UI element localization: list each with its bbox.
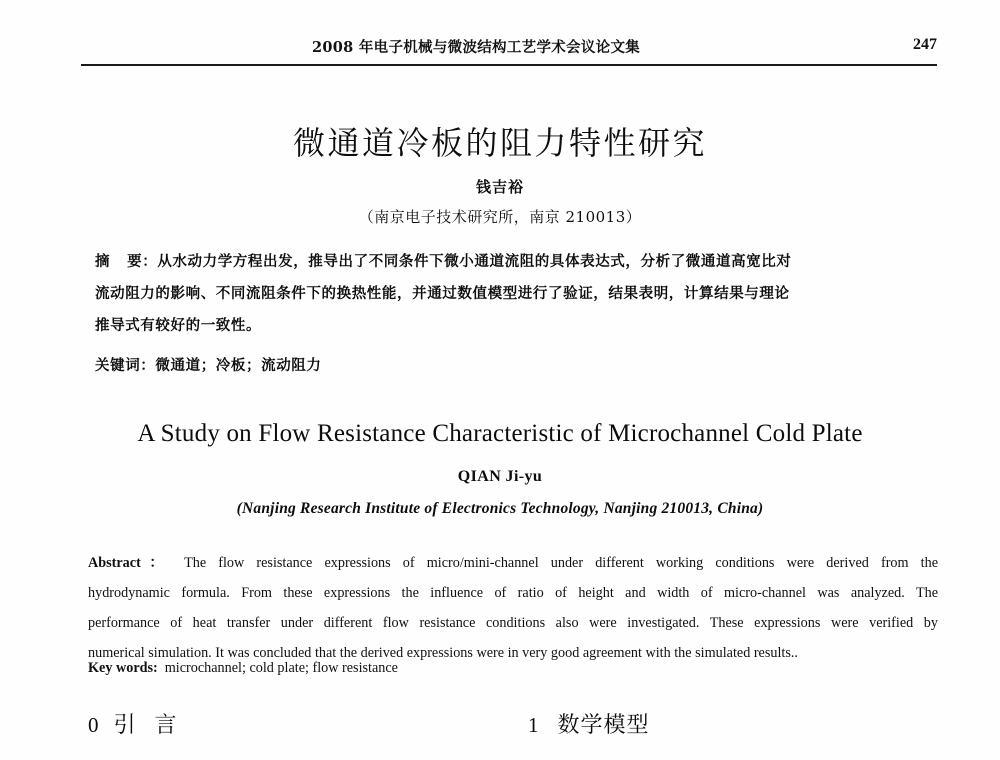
english-keywords-label: Key words: (88, 660, 158, 676)
english-keywords-line (88, 660, 398, 677)
english-affiliation: (Nanjing Research Institute of Electronics Technology, Nanjing 210013, China) (236, 500, 764, 517)
english-keywords-text: microchannel; cold plate; flow resistance (164, 660, 398, 676)
page-number: 247 (913, 36, 937, 53)
chinese-keywords-line (95, 354, 322, 375)
section-number-1: 1 (528, 713, 540, 737)
chinese-affiliation: （南京电子技术研究所，南京 210013） (358, 208, 642, 226)
english-abstract-line-2: hydrodynamic formula. From these expressions the influence of ratio of height and width of micro-channel was analyzed. The (88, 585, 938, 601)
chinese-keywords-text: 微通道；冷板；流动阻力 (155, 357, 322, 374)
section-heading-math-model (528, 708, 650, 739)
english-abstract-text-1: The flow resistance expressions of micro/mini-channel under different working conditions were derived from the (184, 555, 939, 571)
running-header (81, 36, 937, 62)
english-abstract-label: Abstract： (88, 555, 173, 571)
header-divider-rule (81, 64, 937, 66)
section-title-intro-char-1: 引 (113, 713, 137, 738)
english-author-name: QIAN Ji-yu (457, 468, 543, 485)
chinese-abstract-block (95, 246, 940, 342)
chinese-paper-title: 微通道冷板的阻力特性研究 (292, 124, 707, 162)
chinese-abstract-text-1: 从水动力学方程出发，推导出了不同条件下微小通道流阻的具体表达式，分析了微通道高宽比对 (157, 253, 792, 270)
english-abstract-line-4: numerical simulation. It was concluded that the derived expressions were in very good agreement with the simulated results.. (88, 645, 798, 661)
section-heading-introduction (88, 708, 178, 739)
english-abstract-line-1 (88, 548, 938, 578)
section-title-math-model: 数学模型 (557, 713, 650, 738)
english-paper-title: A Study on Flow Resistance Characteristic of Microchannel Cold Plate (137, 420, 863, 447)
chinese-abstract-line-3: 推导式有较好的一致性。 (95, 317, 262, 334)
header-proceedings-title: 2008 年电子机械与微波结构工艺学术会议论文集 (311, 39, 641, 56)
chinese-abstract-label-2: 要： (127, 253, 158, 270)
chinese-abstract-label: 摘 (95, 253, 111, 270)
chinese-abstract-line-2: 流动阻力的影响、不同流阻条件下的换热性能，并通过数值模型进行了验证，结果表明，计算结果与理论 (95, 285, 790, 302)
section-number-0: 0 (88, 713, 100, 737)
english-abstract-line-3: performance of heat transfer under different flow resistance conditions also were investigated. These expressions were verified by (88, 615, 938, 631)
english-abstract-block (88, 548, 938, 668)
chinese-abstract-line-1 (95, 246, 940, 278)
section-title-intro-char-2: 言 (154, 713, 178, 738)
chinese-author-name: 钱吉裕 (475, 178, 524, 196)
chinese-keywords-label: 关键词： (95, 357, 156, 374)
